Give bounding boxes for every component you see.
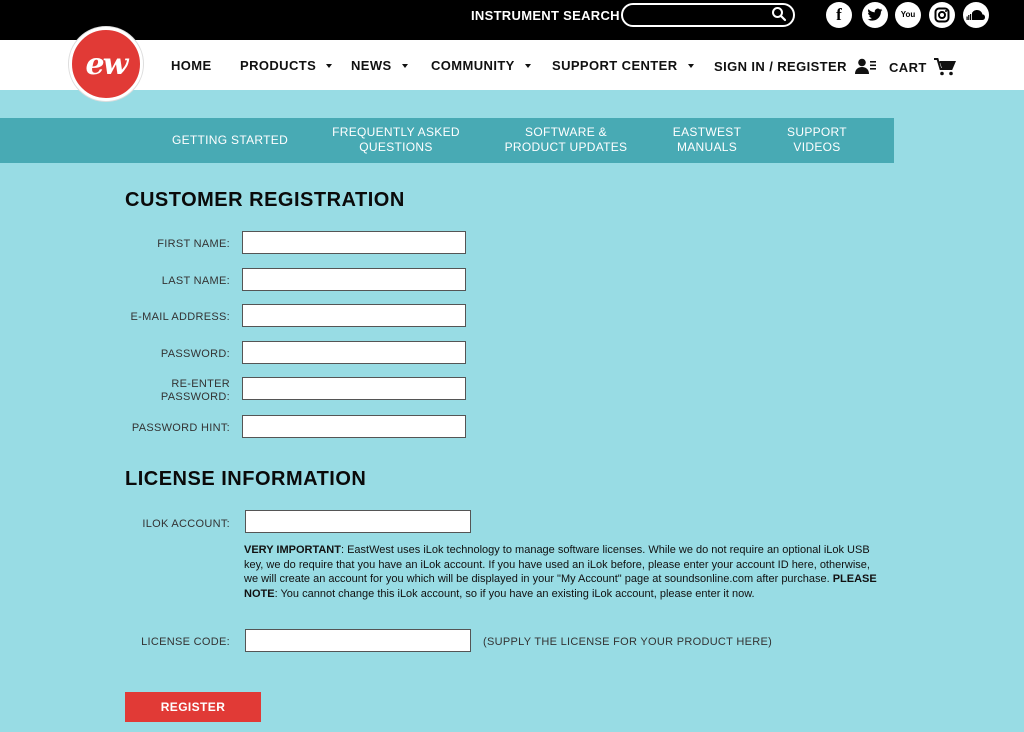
instagram-icon[interactable] — [929, 2, 955, 28]
subnav-manuals[interactable]: EASTWEST MANUALS — [672, 125, 742, 154]
ilok-notice: VERY IMPORTANT: EastWest uses iLok technology to manage software licenses. While we do not require an optional iLok USB key, we do require that you have an iLok account. If you have used an iLok before, please enter your account ID here, otherwise, we will create an account for you which will be displayed in your "My Account" page at soundsonline.com after purchase. PLEASE NOTE: You cannot change this iLok account, so if you have an existing iLok account, please enter it now. — [244, 544, 877, 601]
instrument-search-input[interactable] — [633, 7, 772, 25]
nav-community[interactable]: COMMUNITY — [431, 58, 531, 73]
license-code-field[interactable] — [245, 629, 471, 652]
instrument-search-label: INSTRUMENT SEARCH — [471, 8, 620, 23]
chevron-down-icon — [688, 64, 694, 68]
nav-products[interactable]: PRODUCTS — [240, 58, 332, 73]
instrument-search-box[interactable] — [621, 3, 795, 27]
nav-home[interactable]: HOME — [171, 58, 212, 73]
cart-icon — [934, 58, 956, 76]
ilok-account-label: ILOK ACCOUNT: — [142, 518, 230, 530]
chevron-down-icon — [402, 64, 408, 68]
ilok-account-field[interactable] — [245, 510, 471, 533]
subnav-software-updates[interactable]: SOFTWARE & PRODUCT UPDATES — [504, 125, 628, 154]
support-subnav — [0, 118, 894, 163]
license-code-label: LICENSE CODE: — [141, 636, 230, 648]
subnav-getting-started[interactable]: GETTING STARTED — [171, 133, 289, 147]
last-name-label: LAST NAME: — [161, 275, 230, 287]
nav-support-center[interactable]: SUPPORT CENTER — [552, 58, 694, 73]
nav-cart[interactable]: CART — [889, 58, 956, 76]
nav-sign-in-register[interactable]: SIGN IN / REGISTER — [714, 58, 877, 74]
chevron-down-icon — [326, 64, 332, 68]
subnav-faq[interactable]: FREQUENTLY ASKED QUESTIONS — [332, 125, 460, 154]
register-button[interactable]: REGISTER — [125, 692, 261, 722]
last-name-field[interactable] — [242, 268, 466, 291]
first-name-field[interactable] — [242, 231, 466, 254]
customer-registration-heading: CUSTOMER REGISTRATION — [125, 189, 405, 211]
password-label: PASSWORD: — [160, 348, 230, 360]
twitter-icon[interactable] — [862, 2, 888, 28]
license-information-heading: LICENSE INFORMATION — [125, 468, 367, 490]
email-field[interactable] — [242, 304, 466, 327]
first-name-label: FIRST NAME: — [157, 238, 230, 250]
password-hint-label: PASSWORD HINT: — [131, 422, 230, 434]
reenter-password-label: RE-ENTER PASSWORD: — [160, 378, 230, 403]
user-icon — [855, 58, 877, 74]
youtube-icon[interactable]: You — [895, 2, 921, 28]
subnav-support-videos[interactable]: SUPPORT VIDEOS — [787, 125, 847, 154]
search-icon[interactable] — [771, 6, 787, 22]
reenter-password-field[interactable] — [242, 377, 466, 400]
chevron-down-icon — [525, 64, 531, 68]
soundcloud-icon[interactable] — [963, 2, 989, 28]
password-field[interactable] — [242, 341, 466, 364]
email-label: E-MAIL ADDRESS: — [130, 311, 230, 323]
nav-news[interactable]: NEWS — [351, 58, 408, 73]
eastwest-logo[interactable]: ew — [69, 27, 143, 101]
facebook-icon[interactable]: f — [826, 2, 852, 28]
password-hint-field[interactable] — [242, 415, 466, 438]
license-code-hint: (SUPPLY THE LICENSE FOR YOUR PRODUCT HERE) — [483, 636, 773, 648]
top-bar — [0, 0, 1024, 40]
